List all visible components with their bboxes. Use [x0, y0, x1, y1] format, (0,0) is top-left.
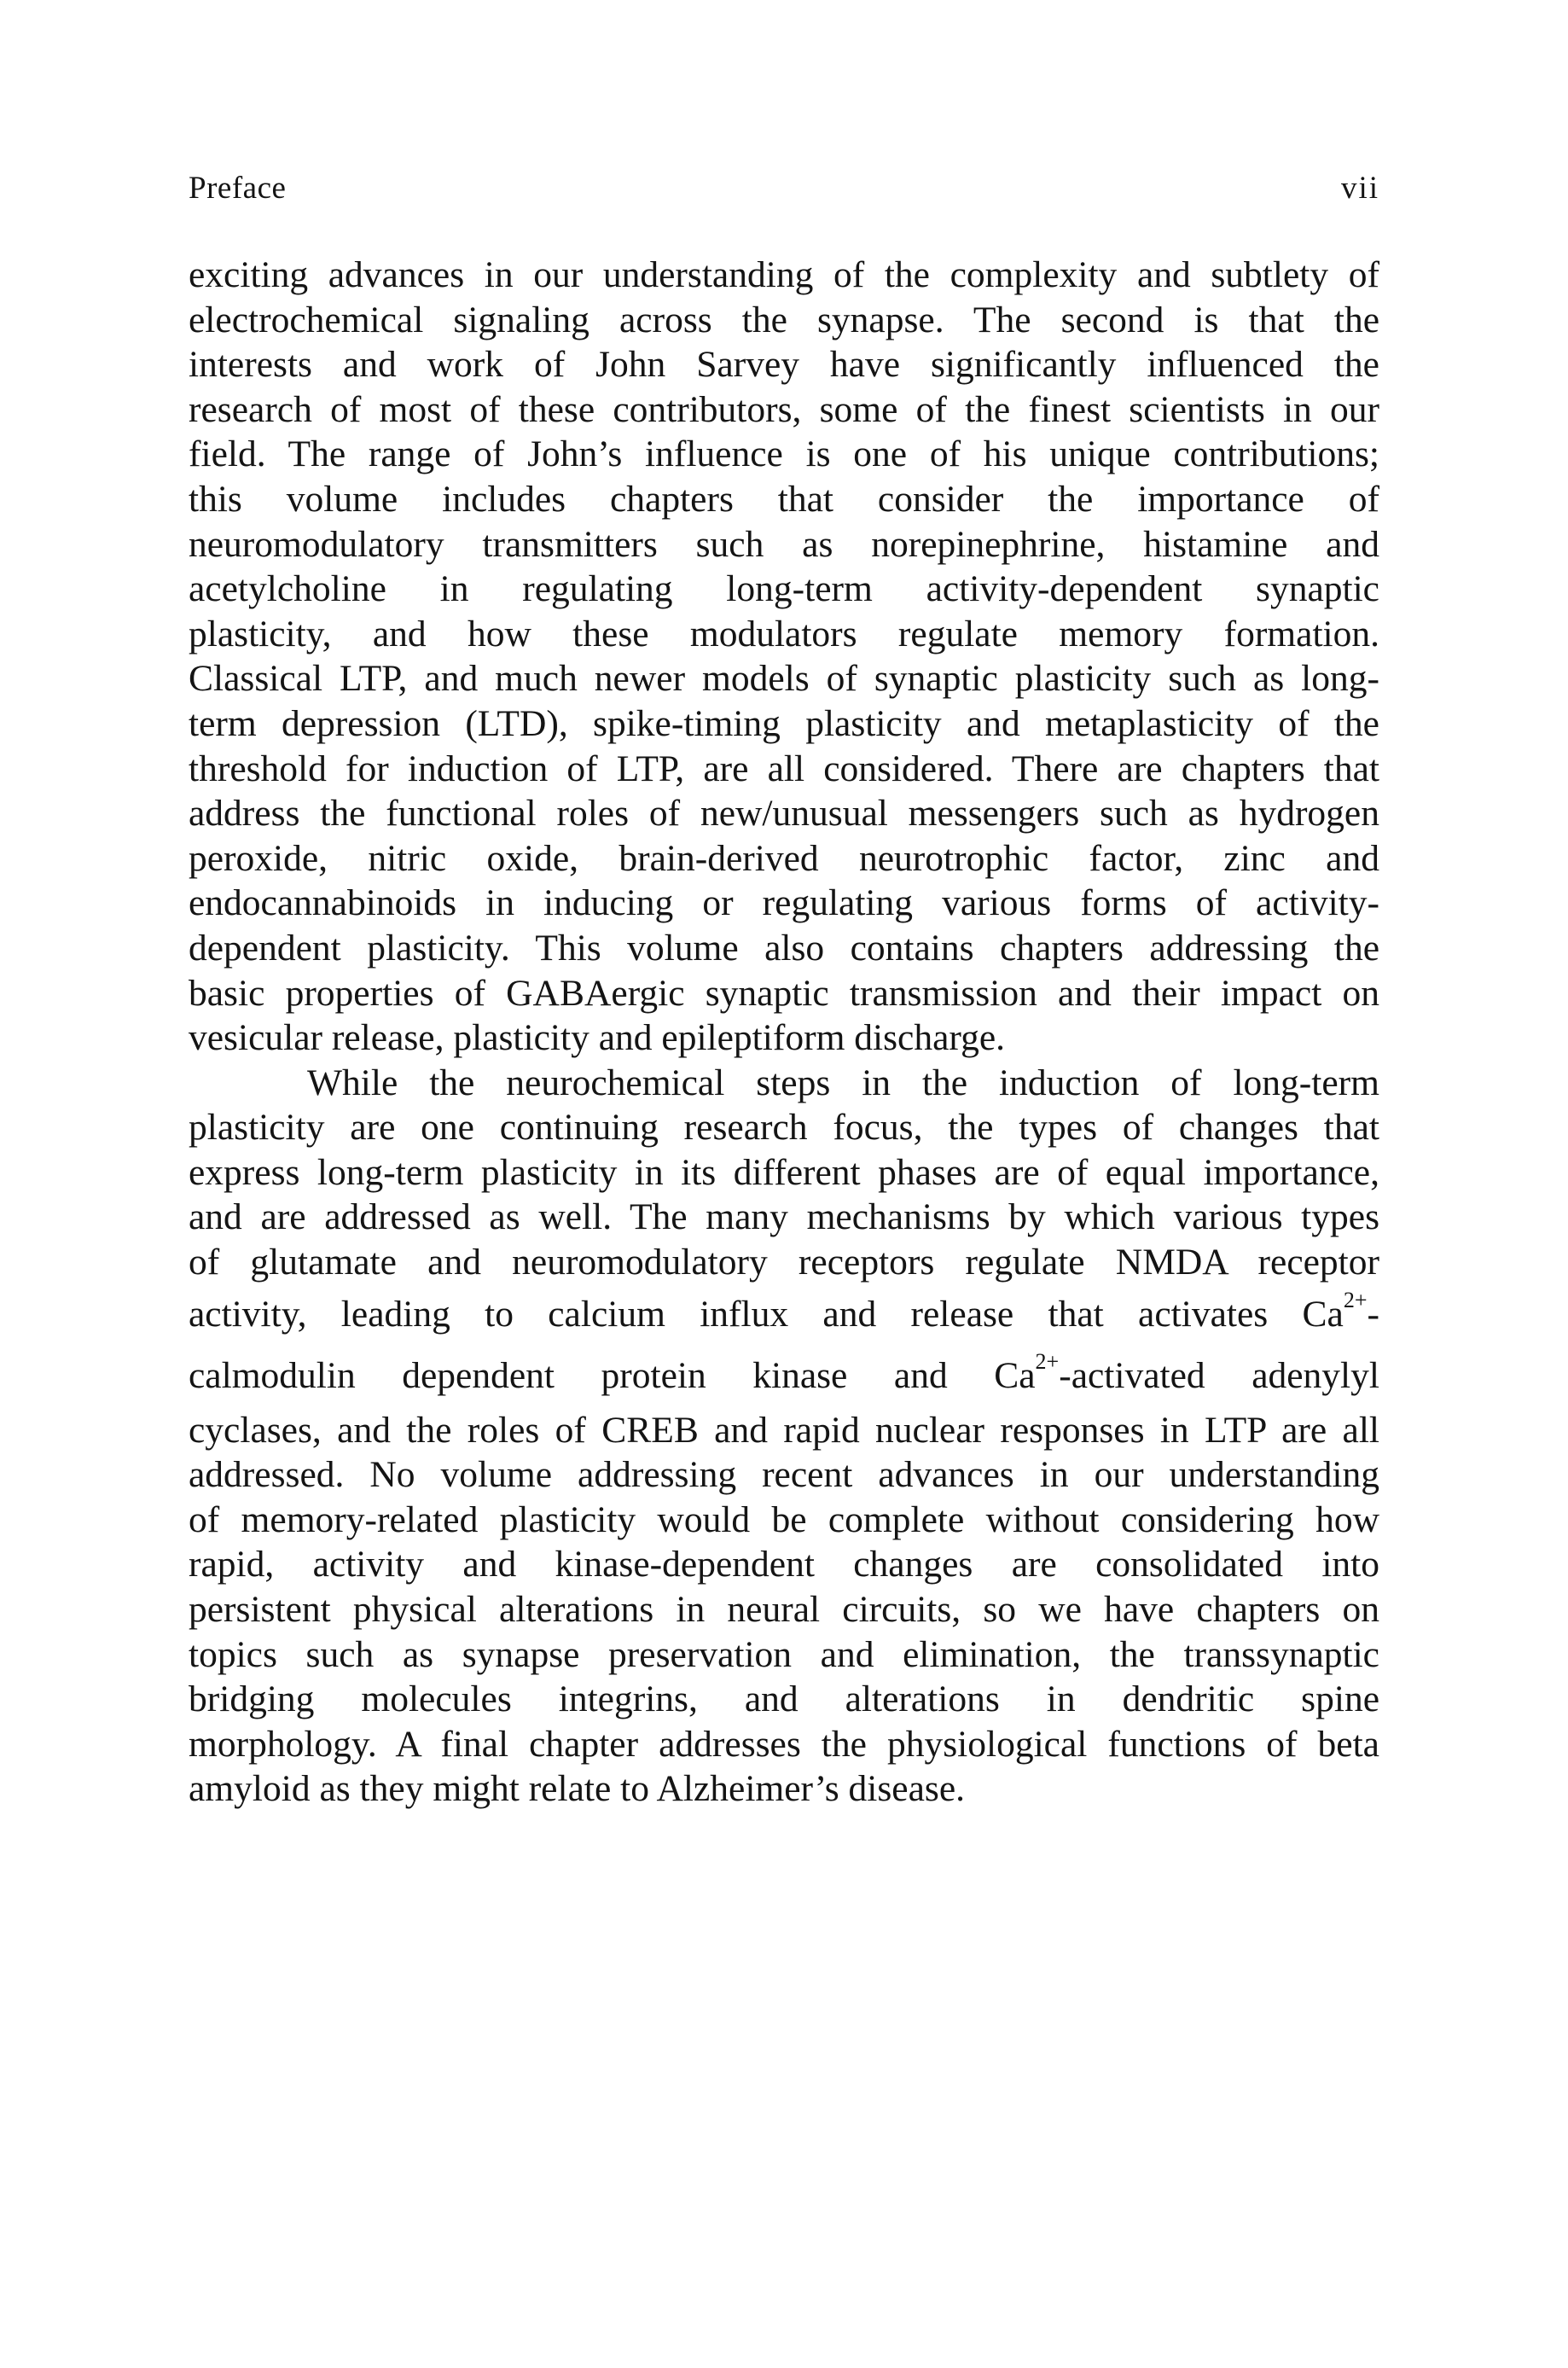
text-line: and are addressed as well. The many mechanisms by which various types — [189, 1196, 1379, 1238]
text-line: of glutamate and neuromodulatory receptors regulate NMDA receptor — [189, 1242, 1379, 1283]
text-line: persistent physical alterations in neural circuits, so we have chapters on — [189, 1589, 1379, 1631]
text-line: plasticity are one continuing research focus, the types of changes that — [189, 1107, 1379, 1149]
text-line: exciting advances in our understanding of the complexity and subtlety of — [189, 254, 1379, 295]
text-line: of memory-related plasticity would be complete without considering how — [189, 1498, 1379, 1540]
text-line: addressed. No volume addressing recent advances in our understanding — [189, 1454, 1379, 1496]
text-line-with-superscript — [189, 1285, 1379, 1347]
text-line: acetylcholine in regulating long-term activity-dependent synaptic — [189, 568, 1379, 610]
text-line: electrochemical signaling across the synapse. The second is that the — [189, 299, 1379, 340]
paragraph-1 — [189, 253, 1379, 1061]
text-segment: -activated adenylyl — [1059, 1354, 1379, 1396]
text-line: bridging molecules integrins, and alterations in dendritic spine — [189, 1679, 1379, 1720]
text-line: this volume includes chapters that consider the importance of — [189, 478, 1379, 520]
text-line: research of most of these contributors, some of the finest scientists in our — [189, 388, 1379, 430]
superscript-charge: 2+ — [1035, 1348, 1060, 1374]
text-line: basic properties of GABAergic synaptic transmission and their impact on — [189, 972, 1379, 1014]
text-line: morphology. A final chapter addresses the physiological functions of beta — [189, 1723, 1379, 1765]
text-line: Classical LTP, and much newer models of synaptic plasticity such as long- — [189, 658, 1379, 700]
text-line: peroxide, nitric oxide, brain-derived neurotrophic factor, zinc and — [189, 837, 1379, 879]
text-line: rapid, activity and kinase-dependent changes are consolidated into — [189, 1544, 1379, 1585]
text-line: cyclases, and the roles of CREB and rapid nuclear responses in LTP are all — [189, 1409, 1379, 1451]
text-line: plasticity, and how these modulators regulate memory formation. — [189, 613, 1379, 655]
text-line: endocannabinoids in inducing or regulating various forms of activity- — [189, 882, 1379, 924]
text-segment: calmodulin dependent protein kinase and Ca — [189, 1354, 1036, 1396]
text-line: neuromodulatory transmitters such as norepinephrine, histamine and — [189, 523, 1379, 565]
text-line: While the neurochemical steps in the induction of long-term — [307, 1062, 1379, 1103]
text-segment: - — [1367, 1293, 1379, 1335]
text-line: term depression (LTD), spike-timing plasticity and metaplasticity of the — [189, 702, 1379, 744]
superscript-charge: 2+ — [1343, 1287, 1368, 1312]
text-line: dependent plasticity. This volume also contains chapters addressing the — [189, 927, 1379, 969]
running-title: Preface — [189, 171, 287, 206]
text-line: field. The range of John’s influence is one of his unique contributions; — [189, 433, 1379, 475]
body-text — [189, 253, 1379, 1812]
text-line: topics such as synapse preservation and elimination, the transsynaptic — [189, 1633, 1379, 1675]
text-line-with-superscript — [189, 1347, 1379, 1408]
paragraph-2 — [189, 1061, 1379, 1812]
text-segment: activity, leading to calcium influx and release that activates Ca — [189, 1293, 1344, 1335]
text-line: address the functional roles of new/unusual messengers such as hydrogen — [189, 793, 1379, 835]
text-line: interests and work of John Sarvey have significantly influenced the — [189, 344, 1379, 386]
text-line: express long-term plasticity in its different phases are of equal importance, — [189, 1151, 1379, 1193]
running-header — [189, 167, 1379, 210]
text-line: amyloid as they might relate to Alzheimer’s disease. — [189, 1768, 966, 1810]
text-line: vesicular release, plasticity and epileptiform discharge. — [189, 1017, 1006, 1059]
text-line: threshold for induction of LTP, are all considered. There are chapters that — [189, 748, 1379, 789]
page-number: vii — [1340, 171, 1379, 206]
